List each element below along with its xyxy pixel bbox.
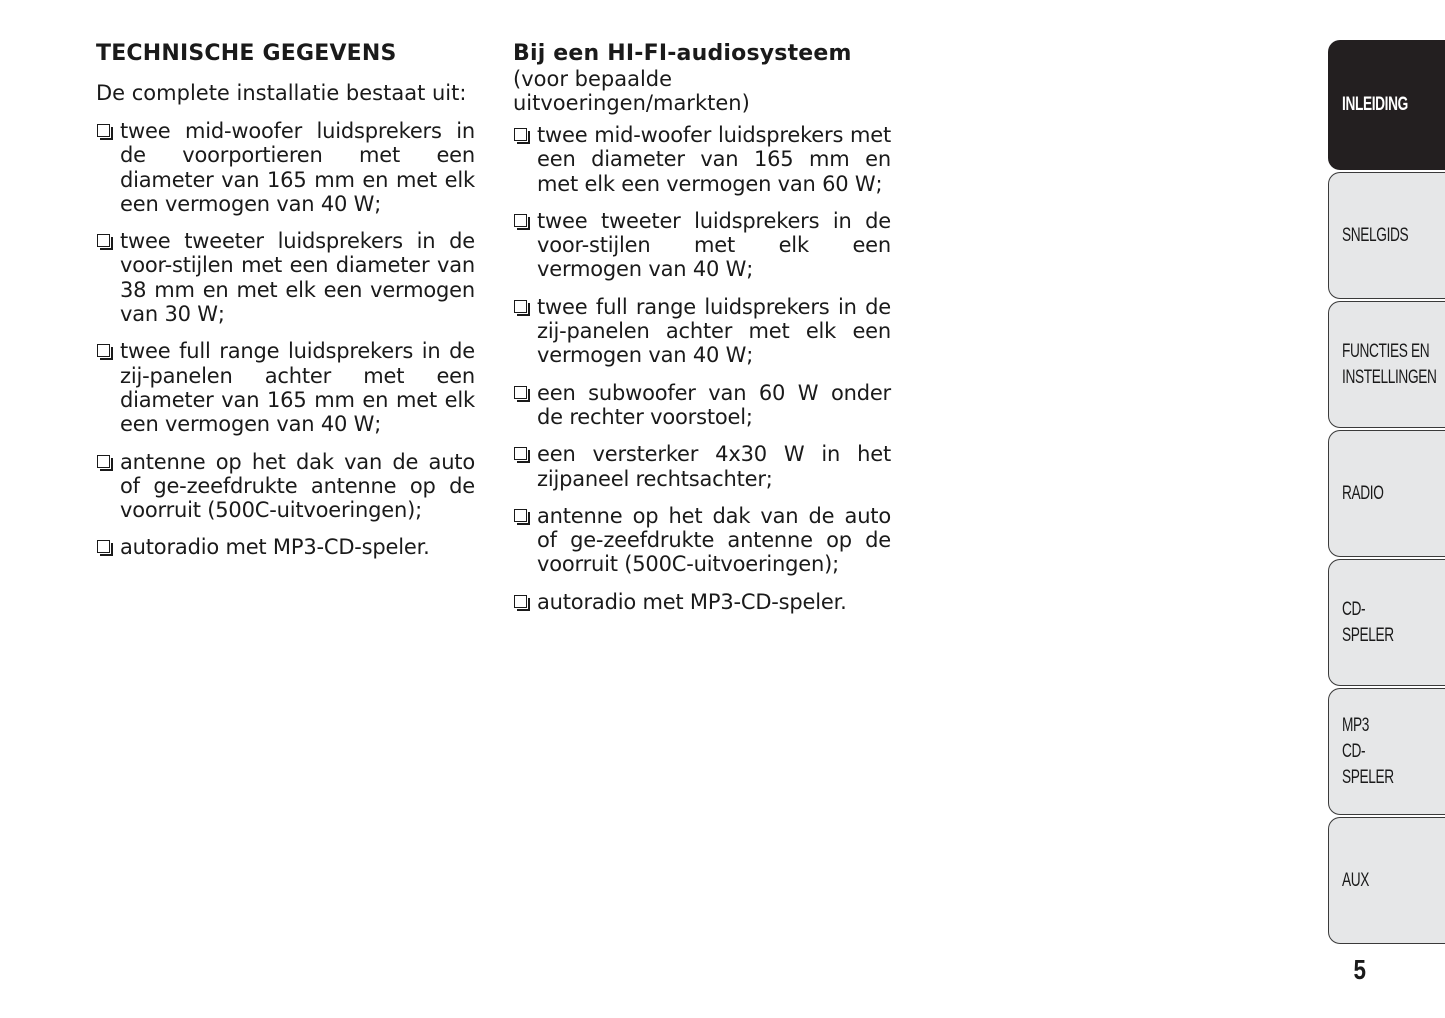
checkbox-bullet-icon [97,344,110,357]
page-number: 5 [1353,954,1367,985]
list-item: twee tweeter luidsprekers in de voor-stijlen met elk een vermogen van 40 W; [513,209,891,282]
list-item: twee full range luidsprekers in de zij-panelen achter met een diameter van 165 mm en met elk een vermogen van 40 W; [96,339,475,436]
right-column [513,40,891,627]
checkbox-bullet-icon [97,540,110,553]
list-item: een subwoofer van 60 W onder de rechter voorstoel; [513,381,891,430]
checkbox-bullet-icon [514,509,527,522]
intro-text: De complete installatie bestaat uit: [96,81,467,105]
list-item: een versterker 4x30 W in het zijpaneel rechtsachter; [513,442,891,491]
tab-cd-speler[interactable] [1328,559,1445,686]
list-item: twee tweeter luidsprekers in de voor-stijlen met een diameter van 38 mm en met elk een vermogen van 30 W; [96,229,475,326]
checkbox-bullet-icon [97,234,110,247]
tab-label: RADIO [1342,482,1384,504]
list-item: antenne op het dak van de auto of ge-zeefdrukte antenne op de voorruit (500C-uitvoeringen); [96,450,475,523]
checkbox-bullet-icon [514,386,527,399]
list-item: autoradio met MP3-CD-speler. [96,535,475,559]
tab-radio[interactable] [1328,430,1445,557]
checkbox-bullet-icon [514,128,527,141]
section-heading: TECHNISCHE GEGEVENS [96,41,397,66]
tab-label: FUNCTIES EN INSTELLINGEN [1342,340,1437,388]
tab-label: INLEIDING [1342,94,1408,115]
checkbox-bullet-icon [514,595,527,608]
tab-functies-en-instellingen[interactable] [1328,301,1445,428]
checkbox-bullet-icon [97,455,110,468]
tab-mp3-cd-speler[interactable] [1328,688,1445,815]
list-item: antenne op het dak van de auto of ge-zeefdrukte antenne op de voorruit (500C-uitvoeringen); [513,504,891,577]
list-item: twee full range luidsprekers in de zij-panelen achter met elk een vermogen van 40 W; [513,295,891,368]
checkbox-bullet-icon [514,447,527,460]
tab-label: CD-SPELER [1342,598,1394,646]
checkbox-bullet-icon [514,300,527,313]
tab-snelgids[interactable] [1328,172,1445,299]
list-item: autoradio met MP3-CD-speler. [513,590,891,614]
spec-list [96,119,475,560]
tab-inleiding[interactable] [1328,40,1445,170]
list-item: twee mid-woofer luidsprekers met een diameter van 165 mm en met elk een vermogen van 60 W; [513,123,891,196]
list-item: twee mid-woofer luidsprekers in de voorportieren met een diameter van 165 mm en met elk een vermogen van 40 W; [96,119,475,216]
checkbox-bullet-icon [97,124,110,137]
checkbox-bullet-icon [514,214,527,227]
tab-aux[interactable] [1328,817,1445,944]
tab-label: MP3 CD-SPELER [1342,714,1394,788]
hifi-spec-list [513,123,891,614]
section-tabs [1328,40,1445,946]
hifi-heading: Bij een HI-FI-audiosysteem [513,41,852,66]
hifi-subheading: (voor bepaalde uitvoeringen/markten) [513,67,750,115]
tab-label: SNELGIDS [1342,224,1409,246]
left-column [96,40,475,573]
tab-label: AUX [1342,869,1370,891]
